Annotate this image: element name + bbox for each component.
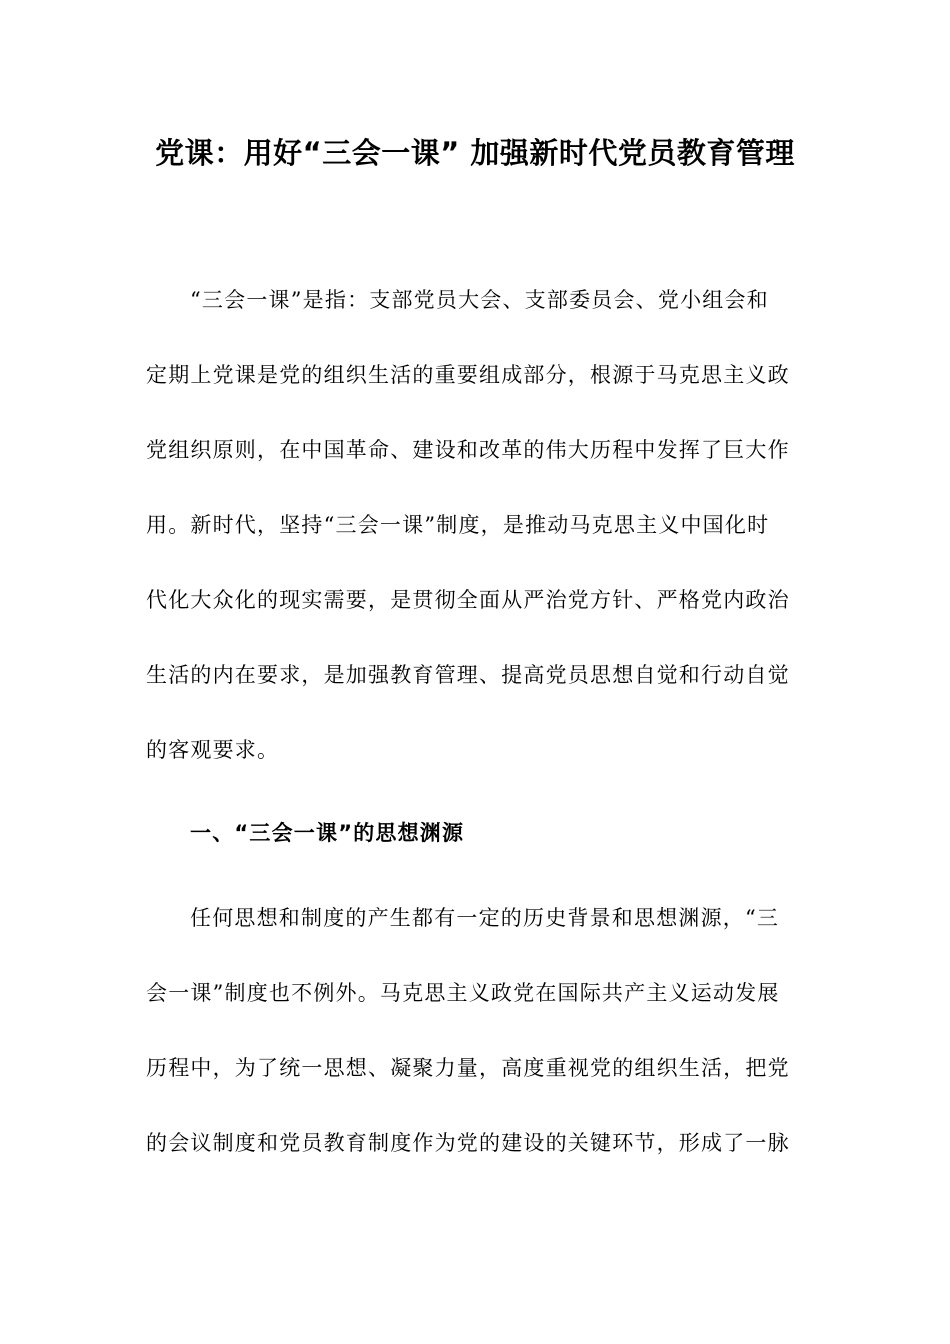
paragraph-line: 任何思想和制度的产生都有一定的历史背景和思想渊源，“三 — [190, 906, 780, 930]
paragraph-line: 历程中，为了统一思想、凝聚力量，高度重视党的组织生活，把党 — [146, 1056, 790, 1080]
document-title: 党课：用好“三会一课” 加强新时代党员教育管理 — [155, 136, 795, 170]
paragraph-line: 用。新时代，坚持“三会一课”制度，是推动马克思主义中国化时 — [146, 513, 770, 537]
paragraph-line: 的会议制度和党员教育制度作为党的建设的关键环节，形成了一脉 — [146, 1131, 790, 1155]
section-heading: 一、“三会一课”的思想渊源 — [190, 821, 465, 845]
paragraph-line: “三会一课”是指：支部党员大会、支部委员会、党小组会和 — [190, 288, 769, 312]
paragraph-line: 会一课”制度也不例外。马克思主义政党在国际共产主义运动发展 — [146, 981, 780, 1005]
paragraph-line: 的客观要求。 — [146, 738, 280, 762]
paragraph-line: 党组织原则，在中国革命、建设和改革的伟大历程中发挥了巨大作 — [146, 438, 790, 462]
paragraph-line: 代化大众化的现实需要，是贯彻全面从严治党方针、严格党内政治 — [146, 588, 790, 612]
paragraph-line: 定期上党课是党的组织生活的重要组成部分，根源于马克思主义政 — [146, 363, 790, 387]
paragraph-line: 生活的内在要求，是加强教育管理、提高党员思想自觉和行动自觉 — [146, 663, 790, 687]
